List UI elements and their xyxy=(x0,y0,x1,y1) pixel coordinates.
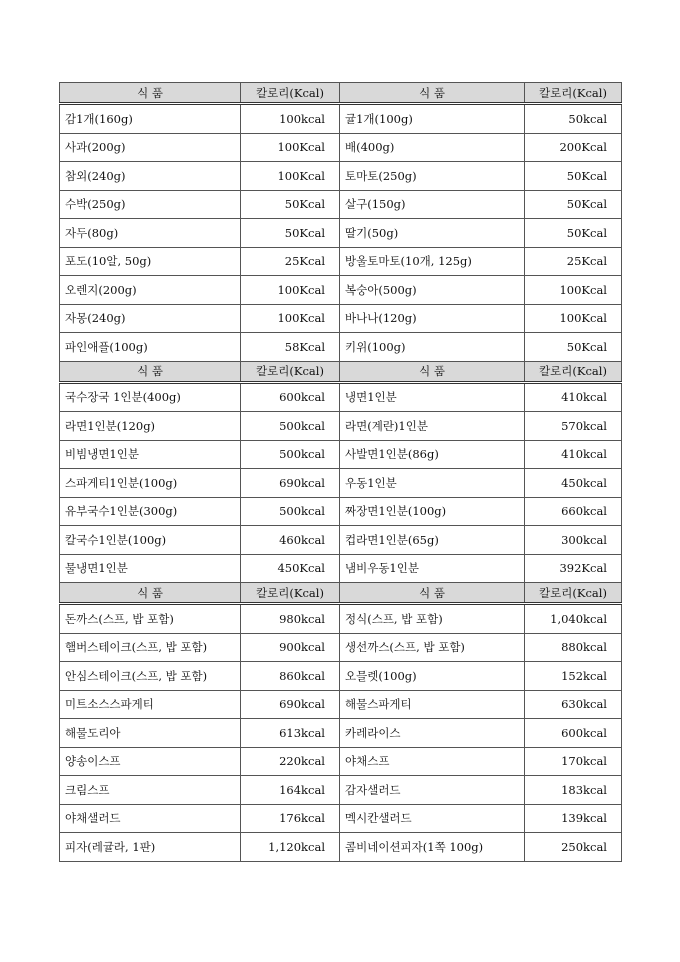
food-name-cell: 미트소스스파게티 xyxy=(60,690,241,719)
table-row xyxy=(60,662,622,691)
calorie-cell: 100Kcal xyxy=(241,276,340,305)
food-name-cell: 해물도리아 xyxy=(60,719,241,748)
food-name-cell: 해물스파게티 xyxy=(340,690,525,719)
calorie-cell: 50Kcal xyxy=(525,333,622,362)
table-row xyxy=(60,804,622,833)
food-name-cell: 냉면1인분 xyxy=(340,382,525,412)
food-column-header: 식 품 xyxy=(340,83,525,104)
food-name-cell: 크림스프 xyxy=(60,776,241,805)
calorie-cell: 250kcal xyxy=(525,833,622,862)
food-name-cell: 냄비우동1인분 xyxy=(340,554,525,583)
calorie-cell: 50Kcal xyxy=(525,190,622,219)
food-name-cell: 돈까스(스프, 밥 포함) xyxy=(60,604,241,634)
food-name-cell: 라면1인분(120g) xyxy=(60,412,241,441)
table-row xyxy=(60,247,622,276)
table-row xyxy=(60,776,622,805)
calorie-cell: 50Kcal xyxy=(241,219,340,248)
calorie-cell: 25Kcal xyxy=(525,247,622,276)
calorie-cell: 660kcal xyxy=(525,497,622,526)
food-column-header: 식 품 xyxy=(340,361,525,382)
calorie-cell: 392Kcal xyxy=(525,554,622,583)
food-name-cell: 자두(80g) xyxy=(60,219,241,248)
table-row xyxy=(60,133,622,162)
calorie-table-body xyxy=(60,83,622,862)
table-row xyxy=(60,162,622,191)
food-name-cell: 안심스테이크(스프, 밥 포함) xyxy=(60,662,241,691)
food-column-header: 식 품 xyxy=(60,361,241,382)
calorie-column-header: 칼로리(Kcal) xyxy=(525,361,622,382)
food-column-header: 식 품 xyxy=(340,583,525,604)
table-row xyxy=(60,469,622,498)
calorie-cell: 100kcal xyxy=(241,104,340,134)
section-header-row xyxy=(60,583,622,604)
food-name-cell: 살구(150g) xyxy=(340,190,525,219)
table-row xyxy=(60,412,622,441)
food-name-cell: 피자(레귤라, 1판) xyxy=(60,833,241,862)
table-row xyxy=(60,604,622,634)
section-header-row xyxy=(60,83,622,104)
food-name-cell: 야채샐러드 xyxy=(60,804,241,833)
calorie-cell: 100Kcal xyxy=(525,304,622,333)
calorie-cell: 50Kcal xyxy=(241,190,340,219)
food-name-cell: 오렌지(200g) xyxy=(60,276,241,305)
food-name-cell: 방울토마토(10개, 125g) xyxy=(340,247,525,276)
food-name-cell: 감자샐러드 xyxy=(340,776,525,805)
calorie-cell: 220kcal xyxy=(241,747,340,776)
food-name-cell: 생선까스(스프, 밥 포함) xyxy=(340,633,525,662)
table-row xyxy=(60,690,622,719)
food-name-cell: 물냉면1인분 xyxy=(60,554,241,583)
food-name-cell: 복숭아(500g) xyxy=(340,276,525,305)
food-name-cell: 자몽(240g) xyxy=(60,304,241,333)
calorie-cell: 58Kcal xyxy=(241,333,340,362)
table-row xyxy=(60,382,622,412)
calorie-cell: 500kcal xyxy=(241,497,340,526)
food-name-cell: 수박(250g) xyxy=(60,190,241,219)
calorie-cell: 200Kcal xyxy=(525,133,622,162)
table-row xyxy=(60,833,622,862)
food-name-cell: 카레라이스 xyxy=(340,719,525,748)
table-row xyxy=(60,219,622,248)
calorie-cell: 100Kcal xyxy=(241,133,340,162)
calorie-cell: 100Kcal xyxy=(525,276,622,305)
calorie-cell: 880kcal xyxy=(525,633,622,662)
calorie-cell: 300kcal xyxy=(525,526,622,555)
calorie-cell: 50Kcal xyxy=(525,219,622,248)
food-name-cell: 컵라면1인분(65g) xyxy=(340,526,525,555)
table-row xyxy=(60,104,622,134)
calorie-cell: 164kcal xyxy=(241,776,340,805)
calorie-cell: 410kcal xyxy=(525,440,622,469)
calorie-cell: 183kcal xyxy=(525,776,622,805)
calorie-cell: 450kcal xyxy=(525,469,622,498)
table-row xyxy=(60,440,622,469)
food-name-cell: 야채스프 xyxy=(340,747,525,776)
calorie-cell: 176kcal xyxy=(241,804,340,833)
calorie-cell: 690kcal xyxy=(241,690,340,719)
food-name-cell: 배(400g) xyxy=(340,133,525,162)
calorie-cell: 152kcal xyxy=(525,662,622,691)
calorie-cell: 500kcal xyxy=(241,412,340,441)
table-row xyxy=(60,333,622,362)
calorie-cell: 570kcal xyxy=(525,412,622,441)
food-name-cell: 귤1개(100g) xyxy=(340,104,525,134)
table-row xyxy=(60,526,622,555)
table-row xyxy=(60,497,622,526)
food-name-cell: 토마토(250g) xyxy=(340,162,525,191)
food-name-cell: 스파게티1인분(100g) xyxy=(60,469,241,498)
food-name-cell: 사과(200g) xyxy=(60,133,241,162)
food-name-cell: 콤비네이션피자(1쪽 100g) xyxy=(340,833,525,862)
table-row xyxy=(60,190,622,219)
calorie-cell: 170kcal xyxy=(525,747,622,776)
food-name-cell: 정식(스프, 밥 포함) xyxy=(340,604,525,634)
table-row xyxy=(60,554,622,583)
food-name-cell: 햄버스테이크(스프, 밥 포함) xyxy=(60,633,241,662)
calorie-cell: 25Kcal xyxy=(241,247,340,276)
table-row xyxy=(60,633,622,662)
section-header-row xyxy=(60,361,622,382)
table-row xyxy=(60,747,622,776)
food-name-cell: 우동1인분 xyxy=(340,469,525,498)
calorie-cell: 450Kcal xyxy=(241,554,340,583)
table-row xyxy=(60,276,622,305)
calorie-cell: 139kcal xyxy=(525,804,622,833)
food-column-header: 식 품 xyxy=(60,83,241,104)
calorie-cell: 980kcal xyxy=(241,604,340,634)
calorie-cell: 690kcal xyxy=(241,469,340,498)
calorie-cell: 1,120kcal xyxy=(241,833,340,862)
calorie-cell: 630kcal xyxy=(525,690,622,719)
calorie-cell: 900kcal xyxy=(241,633,340,662)
food-name-cell: 양송이스프 xyxy=(60,747,241,776)
food-name-cell: 짜장면1인분(100g) xyxy=(340,497,525,526)
food-name-cell: 국수장국 1인분(400g) xyxy=(60,382,241,412)
food-name-cell: 오믈렛(100g) xyxy=(340,662,525,691)
food-name-cell: 참외(240g) xyxy=(60,162,241,191)
calorie-cell: 460kcal xyxy=(241,526,340,555)
food-name-cell: 유부국수1인분(300g) xyxy=(60,497,241,526)
calorie-cell: 100Kcal xyxy=(241,304,340,333)
food-name-cell: 바나나(120g) xyxy=(340,304,525,333)
table-row xyxy=(60,719,622,748)
food-name-cell: 파인애플(100g) xyxy=(60,333,241,362)
calorie-column-header: 칼로리(Kcal) xyxy=(241,83,340,104)
calorie-cell: 100Kcal xyxy=(241,162,340,191)
food-name-cell: 사발면1인분(86g) xyxy=(340,440,525,469)
food-name-cell: 딸기(50g) xyxy=(340,219,525,248)
food-name-cell: 포도(10알, 50g) xyxy=(60,247,241,276)
food-name-cell: 감1개(160g) xyxy=(60,104,241,134)
calorie-cell: 600kcal xyxy=(241,382,340,412)
calorie-cell: 50Kcal xyxy=(525,162,622,191)
food-name-cell: 라면(계란)1인분 xyxy=(340,412,525,441)
calorie-cell: 613kcal xyxy=(241,719,340,748)
calorie-cell: 600kcal xyxy=(525,719,622,748)
calorie-cell: 500kcal xyxy=(241,440,340,469)
calorie-cell: 1,040kcal xyxy=(525,604,622,634)
food-name-cell: 비빔냉면1인분 xyxy=(60,440,241,469)
food-name-cell: 키위(100g) xyxy=(340,333,525,362)
food-name-cell: 칼국수1인분(100g) xyxy=(60,526,241,555)
calorie-column-header: 칼로리(Kcal) xyxy=(525,83,622,104)
table-row xyxy=(60,304,622,333)
calorie-table xyxy=(59,82,622,862)
calorie-cell: 410kcal xyxy=(525,382,622,412)
calorie-cell: 50kcal xyxy=(525,104,622,134)
food-name-cell: 멕시칸샐러드 xyxy=(340,804,525,833)
food-column-header: 식 품 xyxy=(60,583,241,604)
calorie-column-header: 칼로리(Kcal) xyxy=(241,361,340,382)
calorie-cell: 860kcal xyxy=(241,662,340,691)
calorie-column-header: 칼로리(Kcal) xyxy=(241,583,340,604)
calorie-column-header: 칼로리(Kcal) xyxy=(525,583,622,604)
